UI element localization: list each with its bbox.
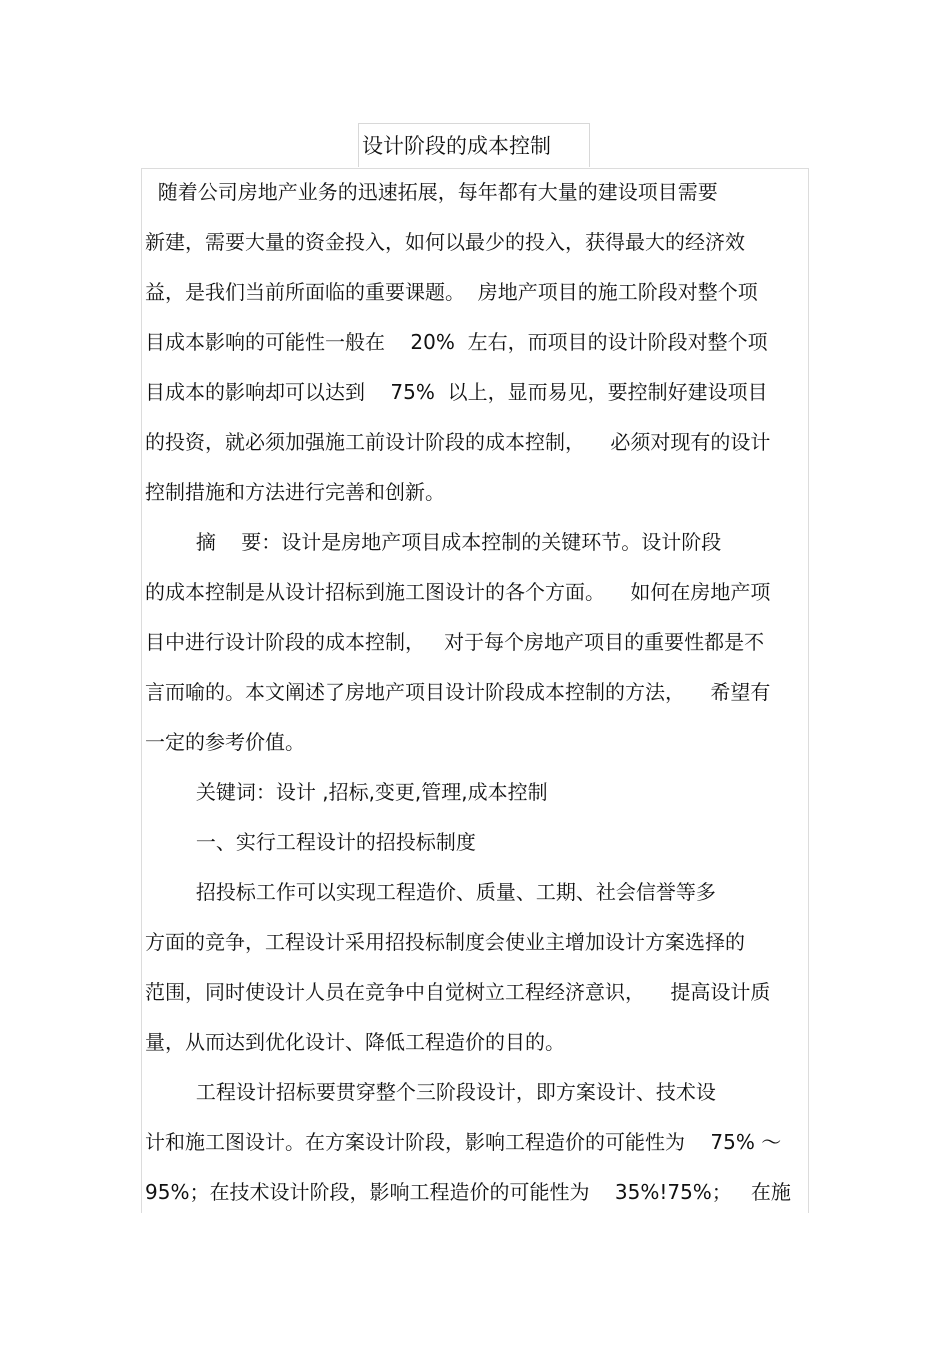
text-line: 目成本的影响却可以达到 75% 以上，显而易见，要控制好建设项目 — [145, 380, 768, 404]
text-line: 招投标工作可以实现工程造价、质量、工期、社会信誉等多 — [145, 880, 716, 904]
text-line: 的成本控制是从设计招标到施工图设计的各个方面。 如何在房地产项 — [145, 580, 771, 604]
keywords-line: 关键词：设计 ,招标,变更,管理,成本控制 — [145, 780, 548, 804]
text-line: 言而喻的。本文阐述了房地产项目设计阶段成本控制的方法， 希望有 — [145, 680, 771, 704]
text-line: 95%；在技术设计阶段，影响工程造价的可能性为 35%!75%； 在施 — [145, 1180, 791, 1204]
text-line: 目中进行设计阶段的成本控制， 对于每个房地产项目的重要性都是不 — [145, 630, 765, 654]
text-line: 一定的参考价值。 — [145, 730, 305, 754]
text-line: 方面的竞争，工程设计采用招投标制度会使业主增加设计方案选择的 — [145, 930, 745, 954]
text-line: 随着公司房地产业务的迅速拓展，每年都有大量的建设项目需要 — [145, 180, 718, 204]
text-line: 控制措施和方法进行完善和创新。 — [145, 480, 445, 504]
text-line: 新建，需要大量的资金投入，如何以最少的投入，获得最大的经济效 — [145, 230, 745, 254]
text-line: 目成本影响的可能性一般在 20% 左右，而项目的设计阶段对整个项 — [145, 330, 768, 354]
text-line: 的投资，就必须加强施工前设计阶段的成本控制， 必须对现有的设计 — [145, 430, 771, 454]
text-line: 益，是我们当前所面临的重要课题。 房地产项目的施工阶段对整个项 — [145, 280, 758, 304]
page-title: 设计阶段的成本控制 — [362, 134, 551, 158]
text-line: 工程设计招标要贯穿整个三阶段设计，即方案设计、技术设 — [145, 1080, 716, 1104]
text-line: 范围，同时使设计人员在竞争中自觉树立工程经济意识， 提高设计质 — [145, 980, 771, 1004]
text-line: 量，从而达到优化设计、降低工程造价的目的。 — [145, 1030, 565, 1054]
section-heading: 一、实行工程设计的招投标制度 — [145, 830, 476, 854]
text-line: 计和施工图设计。在方案设计阶段，影响工程造价的可能性为 75% ～ — [145, 1130, 782, 1154]
text-line: 摘 要：设计是房地产项目成本控制的关键环节。设计阶段 — [145, 530, 722, 554]
